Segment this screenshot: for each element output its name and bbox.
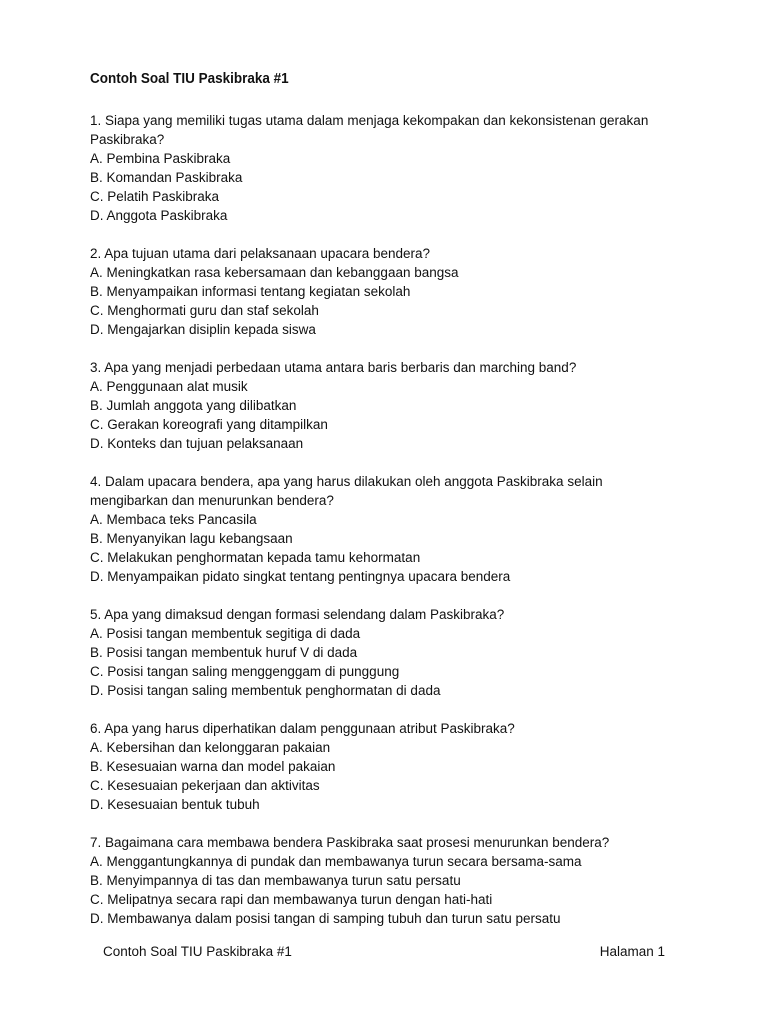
answer-option-d: D. Mengajarkan disiplin kepada siswa: [90, 322, 316, 337]
page-footer: [103, 942, 665, 961]
question-6: [90, 719, 690, 814]
question-3: [90, 358, 690, 453]
answer-option-b: B. Menyimpannya di tas dan membawanya turun satu persatu: [90, 873, 461, 888]
question-text: mengibarkan dan menurunkan bendera?: [90, 493, 334, 508]
answer-option-c: C. Pelatih Paskibraka: [90, 189, 220, 204]
answer-option-d: D. Posisi tangan saling membentuk penghormatan di dada: [90, 683, 441, 698]
question-text: Paskibraka?: [90, 132, 165, 147]
answer-option-a: A. Kebersihan dan kelonggaran pakaian: [90, 740, 331, 755]
document-title: Contoh Soal TIU Paskibraka #1: [90, 71, 289, 87]
question-1: [90, 111, 690, 225]
question-2: [90, 244, 690, 339]
answer-option-a: A. Membaca teks Pancasila: [90, 512, 257, 527]
answer-option-d: D. Konteks dan tujuan pelaksanaan: [90, 436, 304, 451]
answer-option-d: D. Menyampaikan pidato singkat tentang pentingnya upacara bendera: [90, 569, 511, 584]
answer-option-b: B. Komandan Paskibraka: [90, 170, 243, 185]
question-7: [90, 833, 690, 928]
question-text: 7. Bagaimana cara membawa bendera Paskibraka saat prosesi menurunkan bendera?: [90, 835, 610, 850]
answer-option-a: A. Posisi tangan membentuk segitiga di dada: [90, 626, 361, 641]
answer-option-d: D. Anggota Paskibraka: [90, 208, 228, 223]
answer-option-d: D. Membawanya dalam posisi tangan di samping tubuh dan turun satu persatu: [90, 911, 561, 926]
question-5: [90, 605, 690, 700]
answer-option-a: A. Menggantungkannya di pundak dan membawanya turun secara bersama-sama: [90, 854, 582, 869]
answer-option-a: A. Meningkatkan rasa kebersamaan dan kebanggaan bangsa: [90, 265, 459, 280]
question-list: [90, 111, 690, 947]
question-text: 1. Siapa yang memiliki tugas utama dalam menjaga kekompakan dan kekonsistenan gerakan: [90, 113, 649, 128]
footer-title: Contoh Soal TIU Paskibraka #1: [103, 944, 292, 959]
answer-option-c: C. Gerakan koreografi yang ditampilkan: [90, 417, 328, 432]
answer-option-b: B. Posisi tangan membentuk huruf V di dada: [90, 645, 358, 660]
answer-option-c: C. Posisi tangan saling menggenggam di punggung: [90, 664, 400, 679]
answer-option-c: C. Menghormati guru dan staf sekolah: [90, 303, 319, 318]
question-text: 2. Apa tujuan utama dari pelaksanaan upacara bendera?: [90, 246, 431, 261]
answer-option-c: C. Melakukan penghormatan kepada tamu kehormatan: [90, 550, 421, 565]
answer-option-d: D. Kesesuaian bentuk tubuh: [90, 797, 260, 812]
question-4: [90, 472, 690, 586]
question-text: 5. Apa yang dimaksud dengan formasi selendang dalam Paskibraka?: [90, 607, 505, 622]
question-text: 6. Apa yang harus diperhatikan dalam penggunaan atribut Paskibraka?: [90, 721, 515, 736]
answer-option-c: C. Melipatnya secara rapi dan membawanya turun dengan hati-hati: [90, 892, 493, 907]
page-number: Halaman 1: [599, 944, 665, 959]
answer-option-b: B. Menyanyikan lagu kebangsaan: [90, 531, 293, 546]
question-text: 4. Dalam upacara bendera, apa yang harus dilakukan oleh anggota Paskibraka selain: [90, 474, 603, 489]
answer-option-b: B. Kesesuaian warna dan model pakaian: [90, 759, 336, 774]
answer-option-c: C. Kesesuaian pekerjaan dan aktivitas: [90, 778, 320, 793]
question-text: 3. Apa yang menjadi perbedaan utama antara baris berbaris dan marching band?: [90, 360, 577, 375]
answer-option-a: A. Penggunaan alat musik: [90, 379, 248, 394]
answer-option-b: B. Menyampaikan informasi tentang kegiatan sekolah: [90, 284, 411, 299]
answer-option-b: B. Jumlah anggota yang dilibatkan: [90, 398, 297, 413]
answer-option-a: A. Pembina Paskibraka: [90, 151, 231, 166]
